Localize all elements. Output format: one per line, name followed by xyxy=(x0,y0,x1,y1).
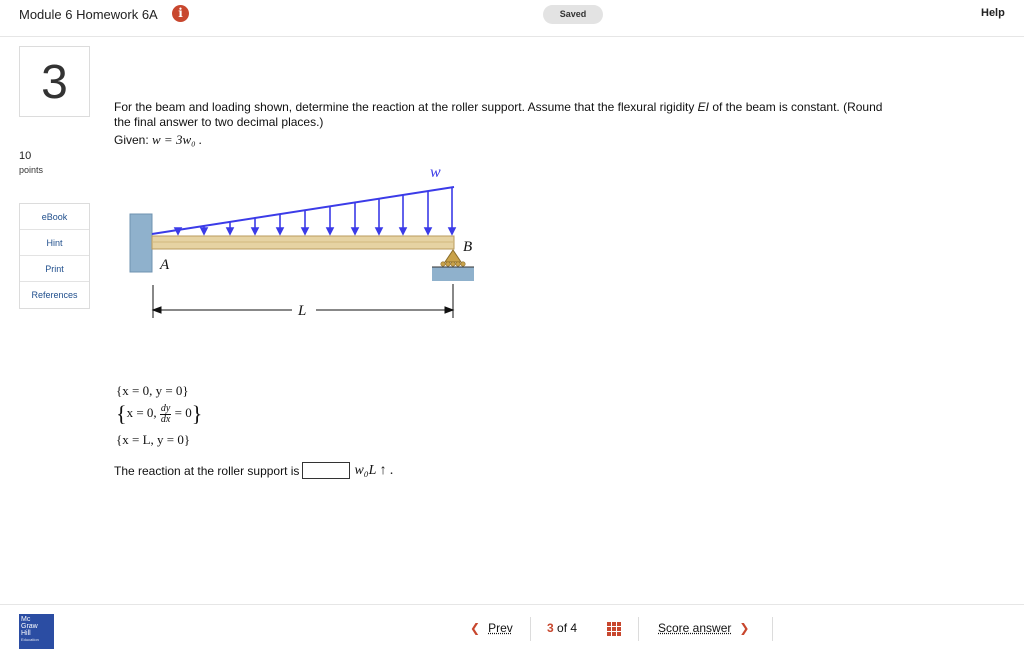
saved-status-badge: Saved xyxy=(543,5,603,24)
footer-bar xyxy=(0,604,1024,653)
bc2-derivative: $\frac{dy}{dx}$ xyxy=(160,402,171,425)
top-header xyxy=(0,0,1024,37)
question-text-part1: For the beam and loading shown, determine the reaction at the roller support. Assume that the flexural rigidity xyxy=(114,100,698,114)
fixed-wall xyxy=(130,214,152,272)
reaction-answer-input[interactable] xyxy=(302,462,350,479)
footer-divider xyxy=(772,617,773,641)
score-answer-button[interactable] xyxy=(658,621,757,635)
span-label: L xyxy=(298,303,307,319)
boundary-condition-3: {x = L, y = 0} xyxy=(116,432,191,447)
page-indicator xyxy=(547,621,577,635)
load-label: w xyxy=(430,164,441,181)
prev-label: Prev xyxy=(488,621,513,635)
label-a: A xyxy=(160,257,170,273)
answer-prompt: The reaction at the roller support is xyxy=(114,463,300,478)
prev-button[interactable] xyxy=(462,621,513,635)
question-text-part2: of the beam is constant. (Round the final answer to two decimal places.) xyxy=(114,100,883,129)
boundary-condition-2 xyxy=(116,401,202,427)
footer-divider xyxy=(638,617,639,641)
answer-unit: w₀L ↑ . xyxy=(354,462,394,478)
references-link[interactable]: References xyxy=(31,290,78,300)
bc2-suffix: = 0 xyxy=(171,404,192,420)
help-link[interactable]: Help xyxy=(981,7,1005,19)
boundary-condition-1: {x = 0, y = 0} xyxy=(116,383,189,398)
question-text xyxy=(114,100,894,130)
page-total: of 4 xyxy=(557,621,578,635)
question-number: 3 xyxy=(19,46,90,117)
info-icon[interactable]: i xyxy=(172,5,189,22)
label-b: B xyxy=(463,239,473,255)
bc2-close-brace: } xyxy=(191,401,203,426)
points-value: 10 xyxy=(19,150,32,162)
question-grid-icon[interactable] xyxy=(607,622,621,636)
print-link[interactable]: Print xyxy=(20,256,89,282)
module-title: Module 6 Homework 6A xyxy=(19,7,158,22)
hint-link[interactable]: Hint xyxy=(20,230,89,256)
points-label: points xyxy=(19,165,44,175)
given-label: Given: xyxy=(114,133,153,147)
bc2-prefix: x = 0, xyxy=(126,404,160,420)
footer-divider xyxy=(530,617,531,641)
load-top-line xyxy=(152,187,454,234)
side-menu xyxy=(19,203,90,309)
ebook-link[interactable]: eBook xyxy=(20,204,89,230)
chevron-right-icon: ❯ xyxy=(739,621,750,635)
chevron-left-icon: ❮ xyxy=(470,621,481,635)
mcgraw-hill-logo: Mc Graw Hill Education xyxy=(19,614,54,649)
question-text-ei: EI xyxy=(697,100,709,114)
current-page: 3 xyxy=(547,621,554,635)
answer-row xyxy=(114,462,394,479)
bc2-open-brace: { xyxy=(116,401,127,426)
score-answer-label: Score answer xyxy=(658,621,732,635)
given-math: w = 3w₀ . xyxy=(152,132,203,147)
beam-figure xyxy=(120,158,480,324)
given-line xyxy=(114,132,202,148)
